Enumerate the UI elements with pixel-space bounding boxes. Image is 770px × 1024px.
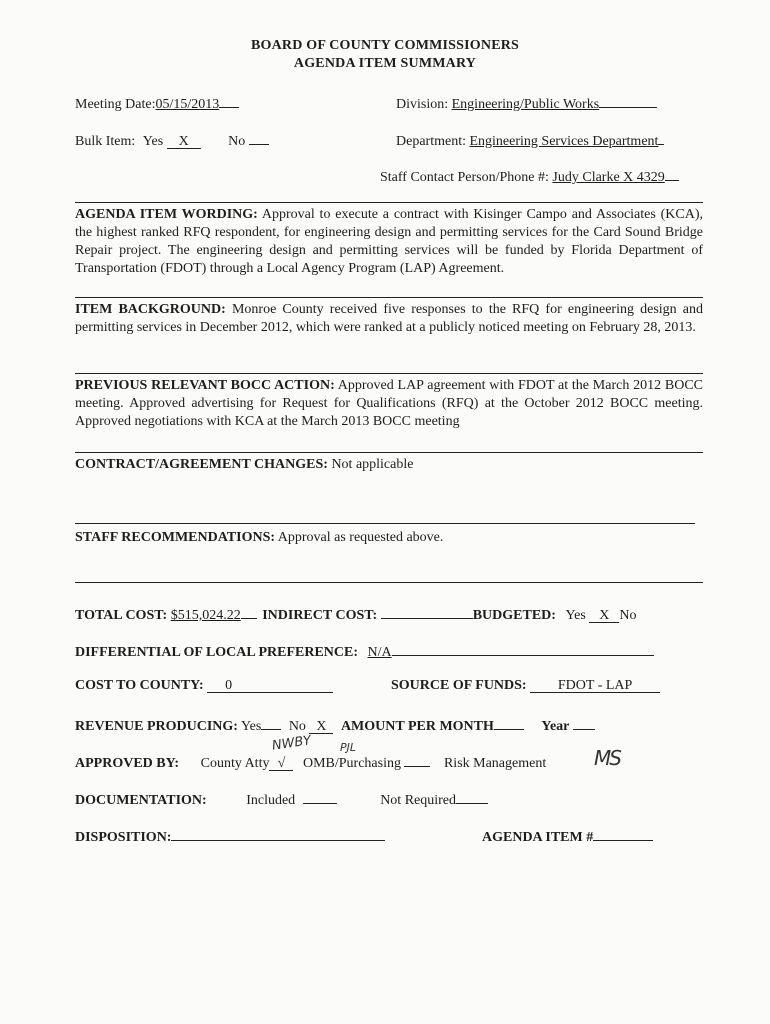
bulk-no-label: No	[228, 134, 246, 149]
cost-to-county-label: COST TO COUNTY:	[75, 678, 204, 693]
division-field	[396, 93, 657, 113]
county-atty-checkmark: √	[277, 756, 286, 771]
section-divider	[75, 523, 695, 524]
source-of-funds-row	[391, 678, 660, 694]
contract-changes-label: CONTRACT/AGREEMENT CHANGES:	[75, 457, 328, 472]
indirect-cost-label: INDIRECT COST:	[262, 608, 378, 623]
staff-recommendations	[75, 529, 703, 547]
item-background-text: Monroe County received five responses to the RFQ for engineering design and permitting services in December 2012, which were ranked at a publicly noticed meeting on February 28, 2013.	[75, 302, 704, 335]
meeting-date-value: 05/15/2013	[155, 97, 220, 112]
local-preference-label: DIFFERENTIAL OF LOCAL PREFERENCE:	[75, 645, 359, 660]
disposition-row	[75, 826, 385, 846]
section-divider	[75, 452, 703, 453]
section-divider	[75, 582, 703, 583]
contract-changes-text: Not applicable	[331, 457, 414, 472]
contract-changes	[75, 456, 703, 474]
staff-contact-field	[380, 166, 679, 186]
local-preference-row	[75, 641, 654, 661]
approved-by-label: APPROVED BY:	[75, 756, 180, 771]
revenue-yes-label: Yes	[240, 719, 262, 734]
included-label: Included	[246, 793, 296, 808]
approved-by-row	[75, 752, 546, 772]
documentation-row	[75, 789, 488, 809]
previous-bocc-action	[75, 377, 703, 431]
documentation-label: DOCUMENTATION:	[75, 793, 207, 808]
agenda-item-number-label: AGENDA ITEM #	[482, 830, 594, 845]
disposition-label: DISPOSITION:	[75, 830, 172, 845]
staff-contact-label: Staff Contact Person/Phone #:	[380, 170, 549, 185]
source-of-funds-label: SOURCE OF FUNDS:	[391, 678, 527, 693]
total-cost-label: TOTAL COST:	[75, 608, 168, 623]
budgeted-yes-label: Yes	[565, 608, 586, 623]
department-label: Department:	[396, 134, 466, 149]
budgeted-label: BUDGETED:	[472, 608, 556, 623]
total-cost-value: $515,024.22	[170, 608, 241, 623]
agenda-item-number-row	[482, 826, 653, 846]
bulk-yes-label: Yes	[142, 134, 164, 149]
revenue-producing-row	[75, 715, 595, 735]
omb-purchasing-label: OMB/Purchasing	[302, 756, 401, 771]
agenda-wording-text: Approval to execute a contract with Kisinger Campo and Associates (KCA), the highest ranked RFQ respondent, for engineering design and permitting services for the Card Sound Bridge Repair project. The engineering design and permitting services will be funded by Florida Department of Transportation (FDOT) through a Local Agency Program (LAP) Agreement.	[75, 207, 704, 276]
local-preference-value: N/A	[367, 645, 392, 660]
previous-action-label: PREVIOUS RELEVANT BOCC ACTION:	[75, 378, 335, 393]
county-atty-initials: NWBY	[271, 733, 313, 754]
staff-recommendations-label: STAFF RECOMMENDATIONS:	[75, 530, 276, 545]
risk-management-label: Risk Management	[443, 756, 547, 771]
agenda-item-wording	[75, 206, 703, 278]
revenue-no-label: No	[288, 719, 306, 734]
item-background-label: ITEM BACKGROUND:	[75, 302, 226, 317]
source-of-funds-value: FDOT - LAP	[557, 678, 633, 693]
cost-to-county-value: 0	[225, 678, 233, 693]
division-value: Engineering/Public Works	[451, 97, 600, 112]
risk-management-initials: MS	[594, 746, 620, 770]
not-required-label: Not Required	[380, 793, 457, 808]
county-atty-label: County Atty	[200, 756, 270, 771]
form-title: AGENDA ITEM SUMMARY	[293, 56, 477, 71]
meeting-date-label: Meeting Date:	[75, 97, 156, 112]
total-cost-row	[75, 604, 636, 624]
amount-per-month-label: AMOUNT PER MONTH	[340, 719, 494, 734]
revenue-producing-label: REVENUE PRODUCING:	[75, 719, 238, 734]
bulk-yes-mark: X	[178, 134, 189, 149]
bulk-item-field	[75, 130, 269, 150]
budgeted-no-label: No	[619, 608, 637, 623]
section-divider	[75, 373, 703, 374]
division-label: Division:	[396, 97, 449, 112]
meeting-date-field	[75, 93, 239, 113]
section-divider	[75, 202, 703, 203]
revenue-no-mark: X	[316, 719, 327, 734]
previous-action-text: Approved LAP agreement with FDOT at the March 2012 BOCC meeting. Approved advertising for Request for Qualifications (RFQ) at the October 2012 BOCC meeting. Approved negotiations with KCA at the March 2013 BOCC meeting	[75, 378, 703, 429]
year-label: Year	[541, 719, 570, 734]
department-field	[396, 130, 664, 150]
item-background	[75, 301, 703, 337]
section-divider	[75, 297, 703, 298]
bulk-item-label: Bulk Item:	[75, 134, 136, 149]
board-title: BOARD OF COUNTY COMMISSIONERS	[250, 38, 520, 53]
budgeted-yes-mark: X	[599, 608, 610, 623]
cost-to-county-row	[75, 678, 333, 694]
department-value: Engineering Services Department	[469, 134, 659, 149]
omb-initials: PJL	[340, 741, 357, 754]
staff-contact-value: Judy Clarke X 4329	[552, 170, 665, 185]
staff-recommendations-text: Approval as requested above.	[277, 530, 444, 545]
agenda-wording-label: AGENDA ITEM WORDING:	[75, 207, 258, 222]
